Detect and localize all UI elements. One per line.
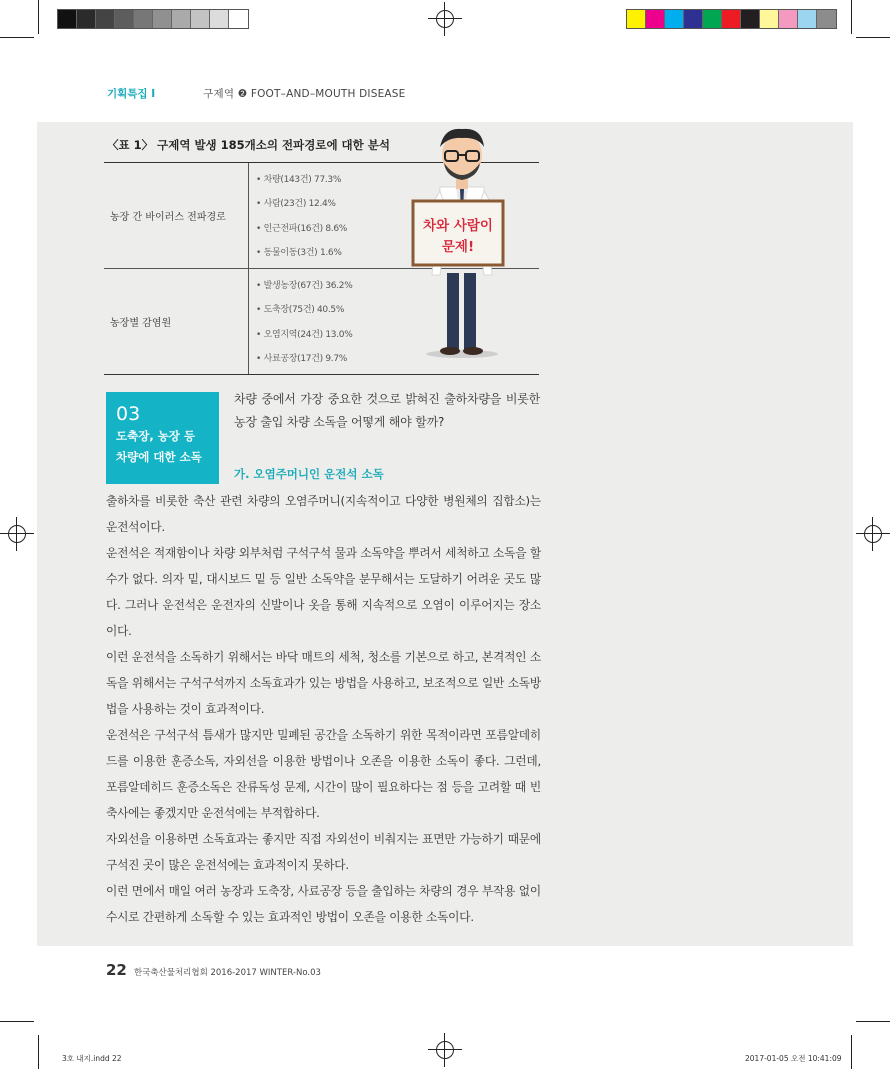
color-swatch <box>229 10 248 28</box>
table-cell: • 인근전파(16건) 8.6% <box>256 223 348 234</box>
color-swatch <box>210 10 229 28</box>
page-footer <box>106 961 321 979</box>
color-swatch <box>153 10 172 28</box>
table-row-label: 농장 간 바이러스 전파경로 <box>104 163 249 268</box>
color-swatch <box>627 10 646 28</box>
color-swatch <box>817 10 836 28</box>
color-swatch <box>96 10 115 28</box>
table-cell: • 차량(143건) 77.3% <box>256 175 342 185</box>
paragraph: 운전석은 구석구석 틈새가 많지만 밀폐된 공간을 소독하기 위한 목적이라면 포름알데히드를 이용한 훈증소독, 자외선을 이용한 방법이나 오존을 이용한 소독이 좋다. 그런데, 포름알데히드 훈증소독은 잔류독성 문제, 시간이 많이 필요하다는 점 등을 고려할 때 빈 축사에는 좋겠지만 운전석에는 부적합하다. <box>106 728 541 820</box>
table-row-label: 농장별 감염원 <box>104 269 249 374</box>
crop-mark-icon <box>0 1021 34 1022</box>
section-title-line1: 도축장, 농장 등 <box>116 429 196 443</box>
color-swatch <box>760 10 779 28</box>
color-swatch <box>703 10 722 28</box>
page-number: 22 <box>106 961 127 979</box>
table-cell: • 오염지역(24건) 13.0% <box>256 329 353 340</box>
registration-mark-icon <box>428 2 462 36</box>
paragraph: 운전석은 적재함이나 차량 외부처럼 구석구석 물과 소독약을 뿌려서 세척하고 소독을 할 수가 없다. 의자 밑, 대시보드 밑 등 일반 소독약을 분무해서는 도달하기 어려운 곳도 많다. 그러나 운전석은 운전자의 신발이나 옷을 통해 지속적으로 오염이 이루어지는 장소이다. <box>106 546 541 638</box>
section-badge <box>106 392 219 484</box>
table-cell: • 도축장(75건) 40.5% <box>256 305 345 316</box>
color-swatch <box>684 10 703 28</box>
crop-mark-icon <box>38 1035 39 1069</box>
color-swatch <box>172 10 191 28</box>
slug-filename: 3호 내지.indd 22 <box>62 1054 122 1063</box>
table-cell: • 사료공장(17건) 9.7% <box>256 354 348 365</box>
crop-mark-icon <box>0 37 34 38</box>
table-cell: • 동물이동(3건) 1.6% <box>256 247 342 258</box>
color-swatch <box>646 10 665 28</box>
sign-text-line2: 문제! <box>441 239 475 255</box>
color-swatch <box>798 10 817 28</box>
section-title-line2: 차량에 대한 소독 <box>116 450 202 464</box>
registration-mark-icon <box>0 517 34 551</box>
color-swatch <box>741 10 760 28</box>
color-swatch <box>191 10 210 28</box>
color-swatch <box>779 10 798 28</box>
topic-label: 구제역 ❷ FOOT–AND–MOUTH DISEASE <box>203 88 406 100</box>
color-swatch <box>722 10 741 28</box>
paragraph: 자외선을 이용하면 소독효과는 좋지만 직접 자외선이 비춰지는 표면만 가능하기 때문에 구석진 곳이 많은 운전석에는 효과적이지 못하다. <box>106 832 541 872</box>
color-swatch <box>115 10 134 28</box>
registration-mark-icon <box>428 1033 462 1067</box>
color-swatch <box>665 10 684 28</box>
table-cell: • 발생농장(67건) 36.2% <box>256 281 353 292</box>
table-cell: • 사람(23건) 12.4% <box>256 199 336 210</box>
body-text <box>106 488 541 930</box>
table-row-values <box>249 269 352 374</box>
color-bar <box>626 9 837 29</box>
registration-mark-icon <box>856 517 890 551</box>
sign-text-line1: 차와 사람이 <box>423 218 493 234</box>
grayscale-bar <box>57 9 249 29</box>
color-swatch <box>58 10 77 28</box>
publication-info: 한국축산물처리협회 2016-2017 WINTER-No.03 <box>133 968 321 978</box>
doctor-illustration <box>400 125 530 365</box>
section-intro: 차량 중에서 가장 중요한 것으로 밝혀진 출하차량을 비롯한 농장 출입 차량 소독을 어떻게 해야 할까? <box>234 392 540 429</box>
color-swatch <box>77 10 96 28</box>
crop-mark-icon <box>38 0 39 34</box>
crop-mark-icon <box>851 1035 852 1069</box>
crop-mark-icon <box>856 37 890 38</box>
paragraph: 출하차를 비롯한 축산 관련 차량의 오염주머니(지속적이고 다양한 병원체의 집합소)는 운전석이다. <box>106 494 541 534</box>
section-number: 03 <box>116 403 141 425</box>
subheading: 가. 오염주머니인 운전석 소독 <box>234 467 384 481</box>
section-label: 기획특집 Ⅰ <box>107 88 156 100</box>
paragraph: 이런 운전석을 소독하기 위해서는 바닥 매트의 세척, 청소를 기본으로 하고, 본격적인 소독을 위해서는 구석구석까지 소독효과가 있는 방법을 사용하고, 보조적으로 일반 소독방법을 사용하는 것이 효과적이다. <box>106 650 541 716</box>
crop-mark-icon <box>851 0 852 34</box>
table-title: 〈표 1〉 구제역 발생 185개소의 전파경로에 대한 분석 <box>107 138 390 152</box>
crop-mark-icon <box>856 1021 890 1022</box>
table-row-values <box>249 163 347 268</box>
running-header <box>107 86 405 101</box>
slug-timestamp: 2017-01-05 오전 10:41:09 <box>745 1054 842 1063</box>
paragraph: 이런 면에서 매일 여러 농장과 도축장, 사료공장 등을 출입하는 차량의 경우 부작용 없이 수시로 간편하게 소독할 수 있는 효과적인 방법이 오존을 이용한 소독이다. <box>106 884 541 924</box>
color-swatch <box>134 10 153 28</box>
